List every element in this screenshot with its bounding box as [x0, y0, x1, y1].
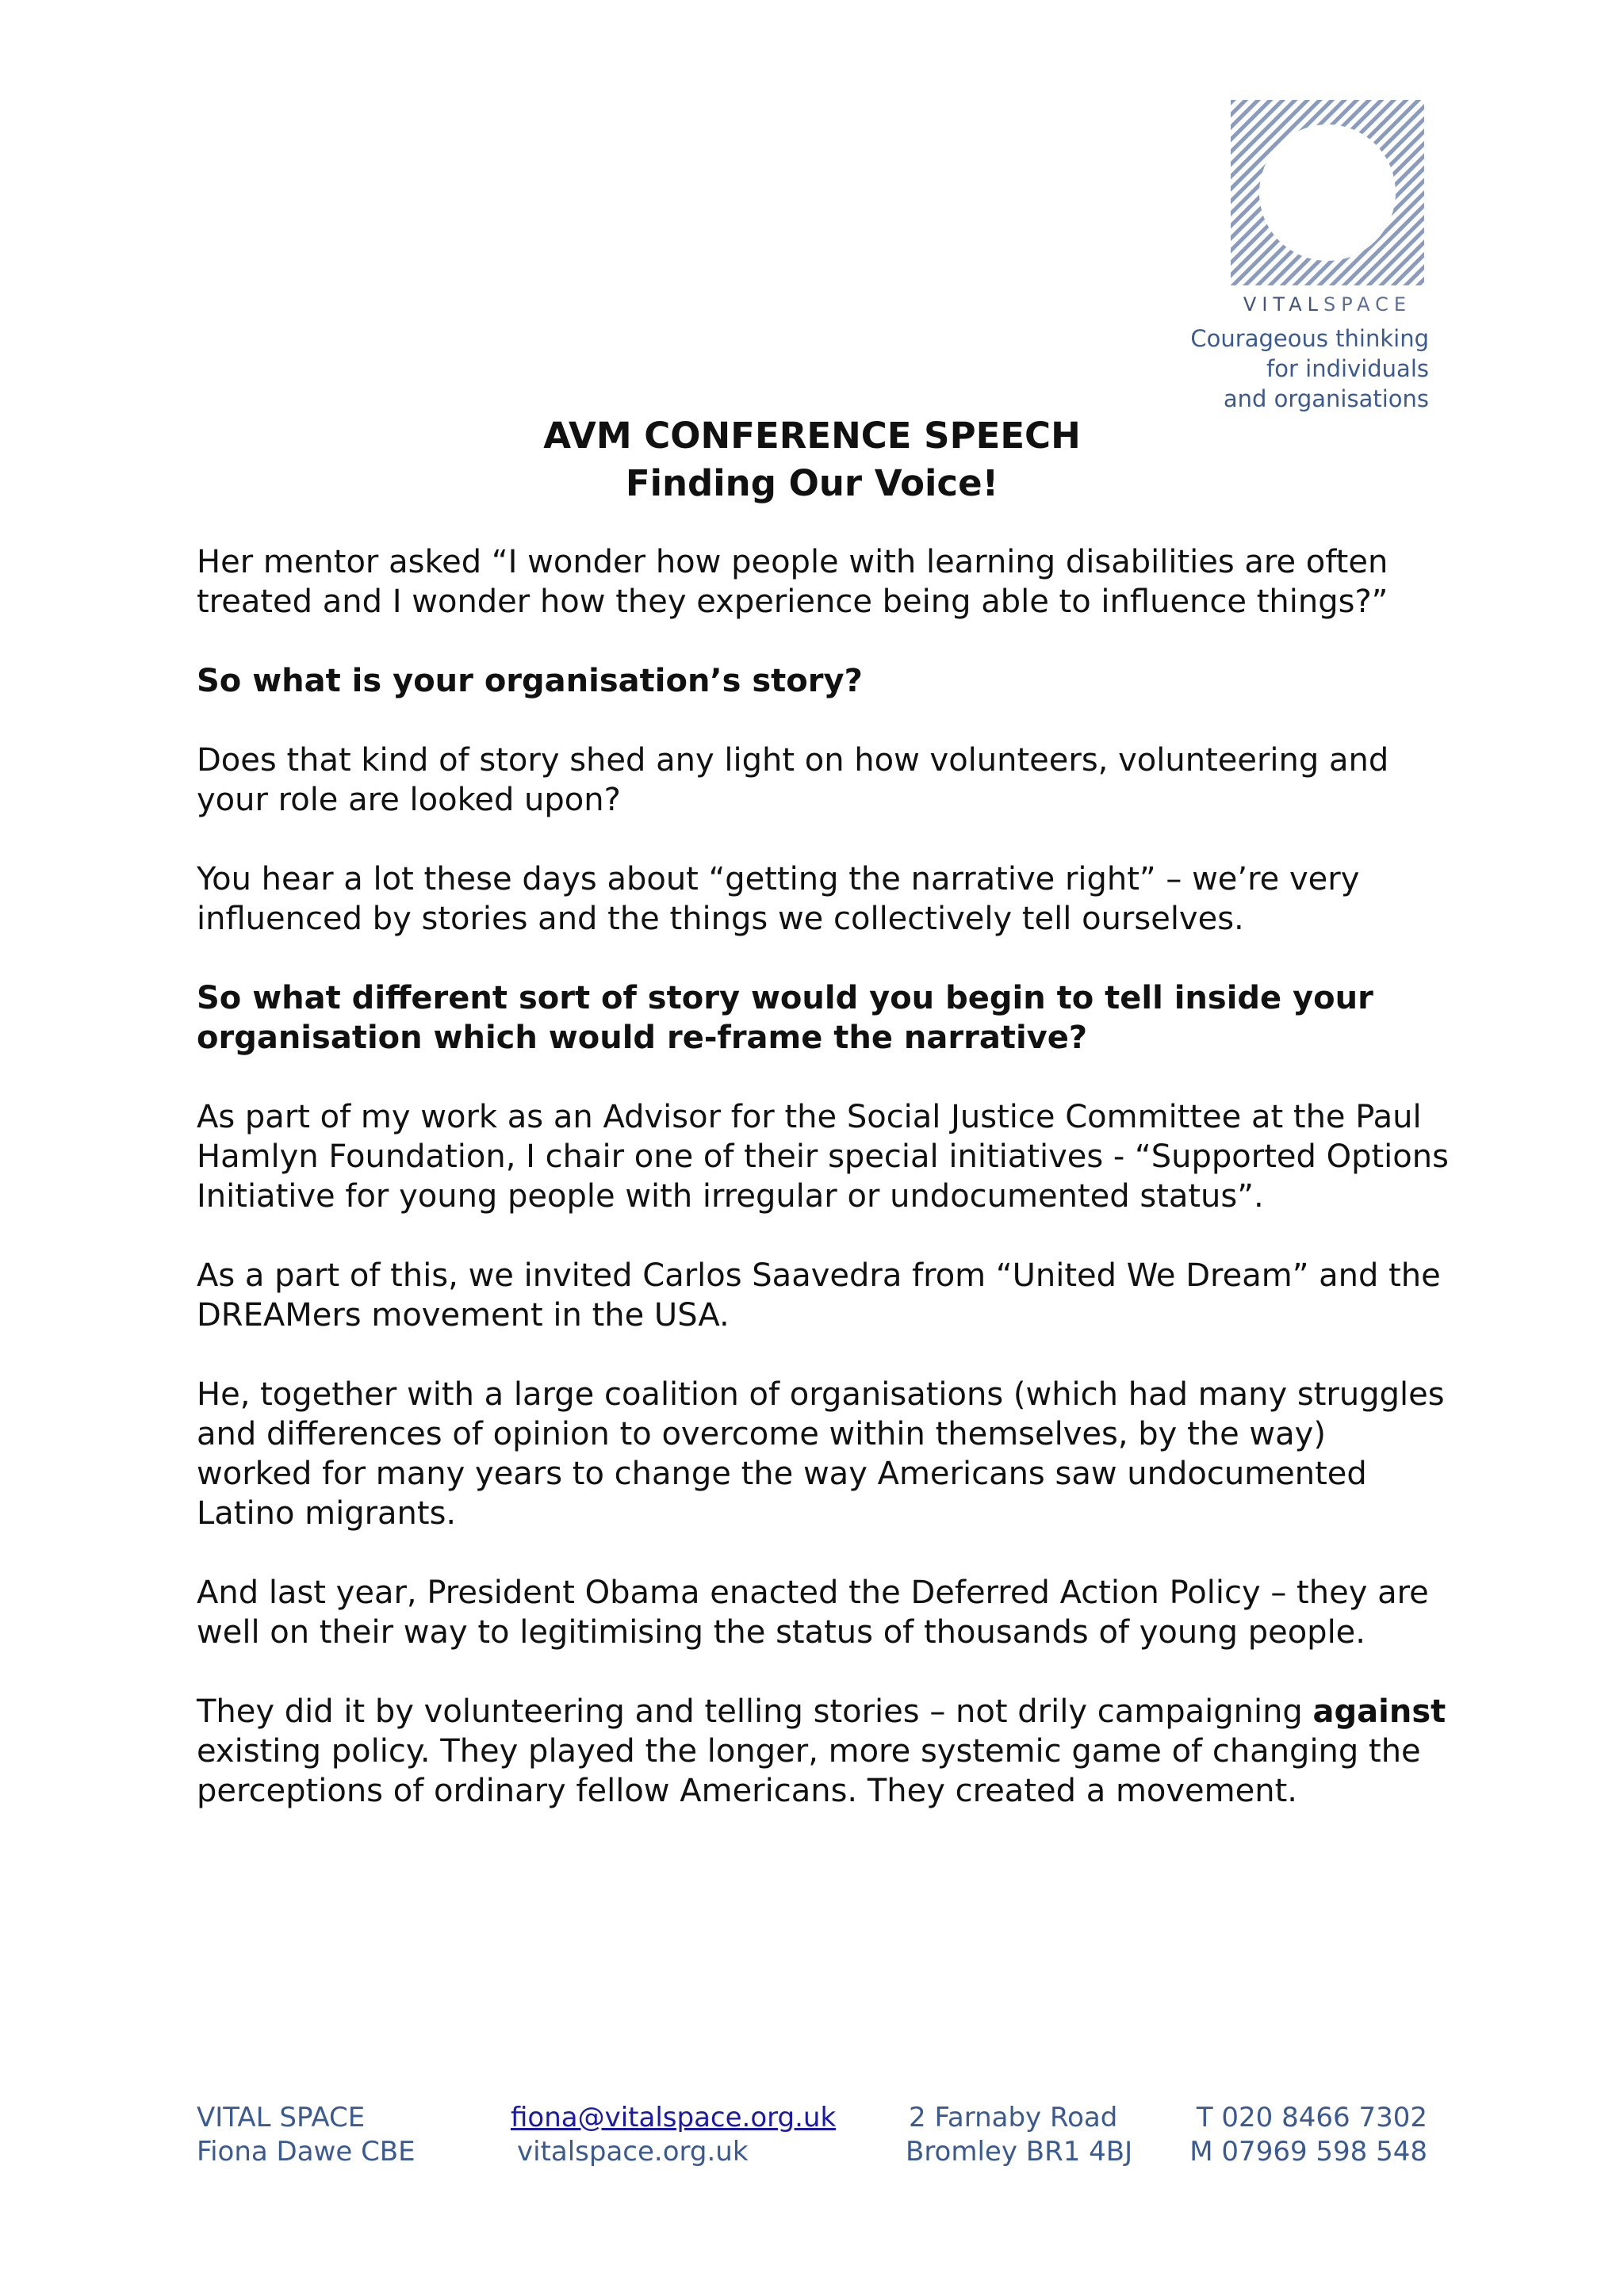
logo-tagline: Courageous thinking for individuals and organisations [1190, 325, 1429, 412]
footer-mobile: M 07969 598 548 [1189, 2136, 1427, 2168]
paragraph: Does that kind of story shed any light on how volunteers, volunteering and your role are looked upon? [197, 742, 1389, 818]
footer-phone: T 020 8466 7302 [1196, 2102, 1427, 2133]
title-line-1: AVM CONFERENCE SPEECH [543, 415, 1081, 457]
paragraph: He, together with a large coalition of organisations (which had many struggles and differences of opinion to overcome within themselves, by the way) worked for many years to change the way Americans saw undocumented Latino migrants. [197, 1376, 1445, 1532]
paragraph-heading: So what different sort of story would you begin to tell inside your organisation which would re-frame the narrative? [197, 980, 1373, 1056]
paragraph: Her mentor asked “I wonder how people with learning disabilities are often treated and I wonder how they experience being able to influence things?” [197, 544, 1388, 620]
page-title [0, 412, 1624, 507]
speech-body [197, 542, 1450, 1850]
logo-wordmark: VITALSPACE [1243, 293, 1412, 316]
paragraph-heading: So what is your organisation’s story? [197, 663, 863, 699]
paragraph: They did it by volunteering and telling stories – not drily campaigning against existing policy. They played the longer, more systemic game of changing the perceptions of ordinary fellow Americans. They created a movement. [197, 1693, 1446, 1809]
vital-space-logo [1231, 100, 1424, 316]
footer-org: VITAL SPACE [197, 2102, 366, 2133]
footer-website: vitalspace.org.uk [517, 2136, 749, 2168]
paragraph: And last year, President Obama enacted the Deferred Action Policy – they are well on their way to legitimising the status of thousands of young people. [197, 1575, 1429, 1651]
footer-email-wrap [511, 2101, 836, 2135]
paragraph: As part of my work as an Advisor for the Social Justice Committee at the Paul Hamlyn Foundation, I chair one of their special initiatives - “Supported Options Initiative for young people with irregular or undocumented status”. [197, 1099, 1449, 1215]
logo-circle-icon [1231, 100, 1424, 285]
emphasis-against: against [1312, 1693, 1446, 1730]
footer-email-link[interactable]: fiona@vitalspace.org.uk [511, 2102, 837, 2133]
paragraph: As a part of this, we invited Carlos Saavedra from “United We Dream” and the DREAMers movement in the USA. [197, 1257, 1441, 1334]
paragraph: You hear a lot these days about “getting the narrative right” – we’re very influenced by stories and the things we collectively tell ourselves. [197, 861, 1360, 937]
footer-address-line-2: Bromley BR1 4BJ [906, 2136, 1133, 2168]
footer-name: Fiona Dawe CBE [197, 2136, 416, 2168]
title-line-2: Finding Our Voice! [625, 462, 999, 504]
footer-address-line-1: 2 Farnaby Road [909, 2102, 1118, 2133]
